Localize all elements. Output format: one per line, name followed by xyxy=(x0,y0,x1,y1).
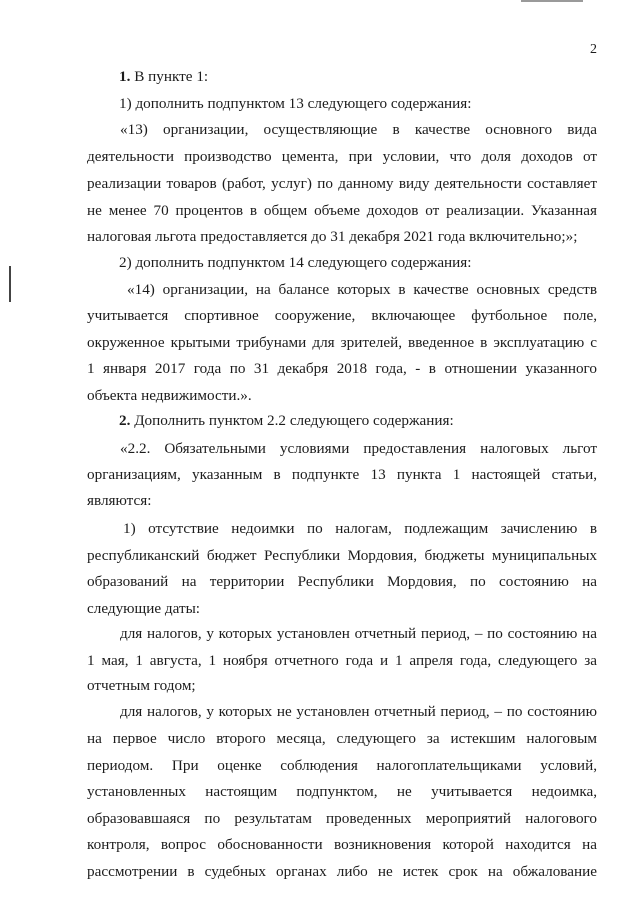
text-line: объекта недвижимости.». xyxy=(87,387,252,404)
text-line: периодом. При оценке соблюдения налогоплательщиками условий, xyxy=(87,757,597,774)
text-line: отчетным годом; xyxy=(87,677,196,694)
text-line: «2.2. Обязательными условиями предоставления налоговых льгот xyxy=(120,440,597,457)
text-line: налоговая льгота предоставляется до 31 декабря 2021 года включительно;»; xyxy=(87,228,578,245)
text-line: «13) организации, осуществляющие в качестве основного вида xyxy=(120,121,597,138)
text-line: республиканский бюджет Республики Мордовия, бюджеты муниципальных xyxy=(87,547,597,564)
page-number: 2 xyxy=(590,42,597,57)
text-line: следующие даты: xyxy=(87,600,201,617)
scan-top-mark xyxy=(521,0,583,2)
paragraph-2-heading xyxy=(119,412,454,430)
text-line: деятельности производство цемента, при условии, что доля доходов от xyxy=(87,148,597,165)
paragraph-2-number: 2. xyxy=(119,412,131,429)
text-line: реализации товаров (работ, услуг) по данному виду деятельности составляет xyxy=(87,175,597,192)
text-line: 1 мая, 1 августа, 1 ноября отчетного года и 1 апреля года, следующего за xyxy=(87,652,597,669)
text-line: рассмотрении в судебных органах либо не истек срок на обжалование xyxy=(87,863,597,880)
subitem-2-text: 2) дополнить подпунктом 14 следующего содержания: xyxy=(119,254,472,271)
paragraph-2-heading-text: Дополнить пунктом 2.2 следующего содержания: xyxy=(130,412,454,429)
text-line: контроля, вопрос обоснованности возникновения которой находится на xyxy=(87,836,597,853)
text-line: не менее 70 процентов в общем объеме доходов от реализации. Указанная xyxy=(87,202,597,219)
paragraph-1-heading-text: В пункте 1: xyxy=(130,68,209,85)
text-line: установленных настоящим подпунктом, не учитывается недоимка, xyxy=(87,783,597,800)
text-line: для налогов, у которых установлен отчетный период, – по состоянию на xyxy=(120,625,597,642)
text-line: 1) отсутствие недоимки по налогам, подлежащим зачислению в xyxy=(123,520,597,537)
text-line: 1 января 2017 года по 31 декабря 2018 года, - в отношении указанного xyxy=(87,360,597,377)
paragraph-1-number: 1. xyxy=(119,68,131,85)
text-line: окруженное крытыми трибунами для зрителей, введенное в эксплуатацию с xyxy=(87,334,597,351)
margin-mark xyxy=(9,266,11,302)
text-line: образовавшаяся по результатам проведенных мероприятий налогового xyxy=(87,810,597,827)
text-line: образований на территории Республики Мордовия, по состоянию на xyxy=(87,573,597,590)
text-line: организациям, указанным в подпункте 13 пункта 1 настоящей статьи, xyxy=(87,466,597,483)
text-line: для налогов, у которых не установлен отчетный период, – по состоянию xyxy=(120,703,597,720)
text-line: учитывается спортивное сооружение, включающее футбольное поле, xyxy=(87,307,597,324)
subitem-1-text: 1) дополнить подпунктом 13 следующего содержания: xyxy=(119,95,472,112)
text-line: являются: xyxy=(87,492,152,509)
paragraph-1-heading xyxy=(119,68,208,86)
text-line: «14) организации, на балансе которых в качестве основных средств xyxy=(127,281,597,298)
text-line: на первое число второго месяца, следующего за истекшим налоговым xyxy=(87,730,597,747)
